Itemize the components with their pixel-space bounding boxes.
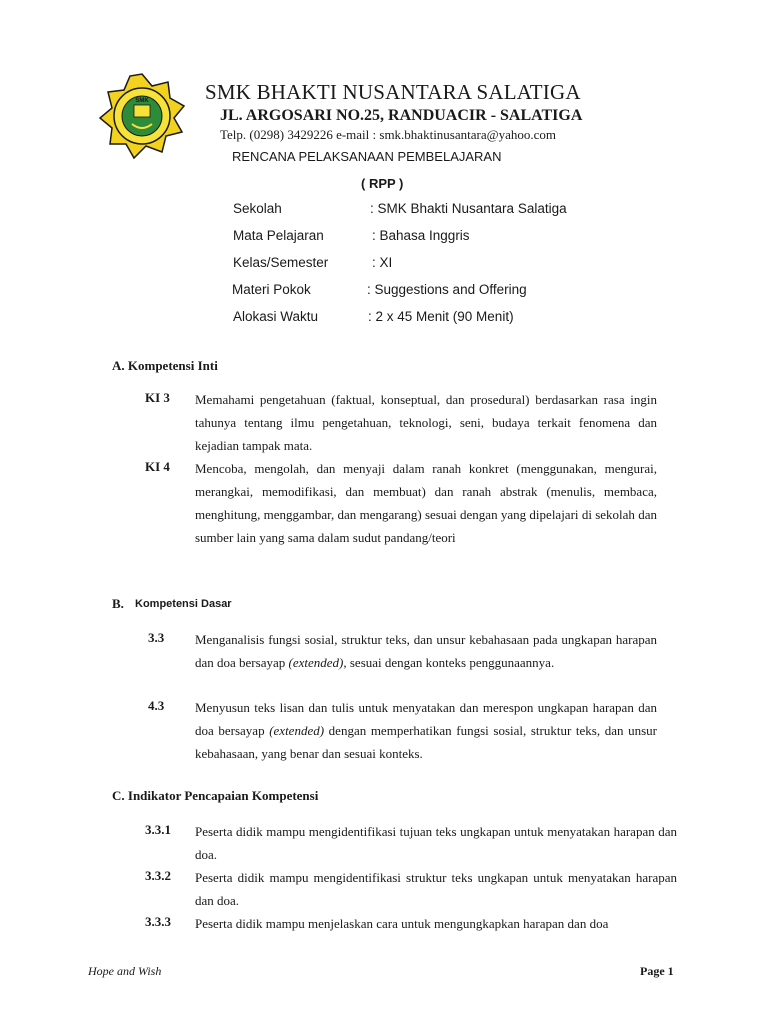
document-title: RENCANA PELAKSANAAN PEMBELAJARAN bbox=[232, 149, 502, 164]
ki4-text: Mencoba, mengolah, dan menyaji dalam ranah konkret (menggunakan, mengurai, merangkai, memodifikasi, dan membuat) dan ranah abstrak (menulis, membaca, menghitung, menggambar, dan mengarang) sesuai dengan yang dipelajari di sekolah dan sumber lain yang sama dalam sudut pandang/teori bbox=[195, 461, 657, 545]
school-contact: Telp. (0298) 3429226 e-mail : smk.bhaktinusantara@yahoo.com bbox=[220, 127, 556, 142]
ipk331-code: 3.3.1 bbox=[145, 822, 171, 837]
kd33-text-italic: (extended) bbox=[288, 655, 344, 670]
section-b-letter: B. bbox=[112, 596, 124, 611]
ki3-code: KI 3 bbox=[145, 390, 170, 405]
logo-text: SMK bbox=[135, 98, 149, 104]
ipk332-code: 3.3.2 bbox=[145, 868, 171, 883]
kd33-code: 3.3 bbox=[148, 630, 165, 645]
kd43-code: 4.3 bbox=[148, 698, 165, 713]
school-name: SMK BHAKTI NUSANTARA SALATIGA bbox=[205, 80, 581, 104]
identity-label-school: Sekolah bbox=[233, 201, 282, 216]
kd33-text-after: , sesuai dengan konteks penggunaannya. bbox=[343, 655, 555, 670]
identity-label-topic: Materi Pokok bbox=[232, 282, 311, 297]
section-b-heading: Kompetensi Dasar bbox=[135, 598, 232, 610]
school-logo-icon bbox=[98, 72, 186, 160]
section-c-heading: C. Indikator Pencapaian Kompetensi bbox=[112, 788, 319, 803]
identity-label-class: Kelas/Semester bbox=[233, 255, 329, 270]
kd43-text bbox=[195, 696, 657, 765]
identity-value-subject: : Bahasa Inggris bbox=[372, 228, 470, 243]
identity-value-school: : SMK Bhakti Nusantara Salatiga bbox=[370, 201, 567, 216]
school-logo bbox=[98, 72, 186, 160]
kd33-text bbox=[195, 628, 657, 674]
kd43-text-after: dengan memperhatikan fungsi sosial, struktur teks, dan unsur kebahasaan, yang benar dan sesuai konteks. bbox=[195, 723, 657, 761]
kd43-text-italic: (extended) bbox=[269, 723, 325, 738]
school-address: JL. ARGOSARI NO.25, RANDUACIR - SALATIGA bbox=[220, 107, 583, 124]
identity-value-class: : XI bbox=[372, 255, 393, 270]
kd43-text-before: Menyusun teks lisan dan tulis untuk menyatakan dan merespon ungkapan harapan dan doa bersayap bbox=[195, 700, 657, 738]
identity-value-topic: : Suggestions and Offering bbox=[367, 282, 527, 297]
kd33-text-before: Menganalisis fungsi sosial, struktur teks, dan unsur kebahasaan pada ungkapan harapan dan doa bersayap bbox=[195, 632, 657, 670]
identity-label-subject: Mata Pelajaran bbox=[233, 228, 324, 243]
ipk333-text: Peserta didik mampu menjelaskan cara untuk mengungkapkan harapan dan doa bbox=[195, 916, 609, 931]
identity-value-time: : 2 x 45 Menit (90 Menit) bbox=[368, 309, 514, 324]
ipk332-text: Peserta didik mampu mengidentifikasi struktur teks ungkapan untuk menyatakan harapan dan doa. bbox=[195, 870, 677, 908]
identity-label-time: Alokasi Waktu bbox=[233, 309, 319, 324]
footer-title: Hope and Wish bbox=[88, 964, 162, 978]
document-subtitle: ( RPP ) bbox=[361, 176, 404, 191]
section-a-heading: A. Kompetensi Inti bbox=[112, 358, 218, 373]
ipk331-text: Peserta didik mampu mengidentifikasi tujuan teks ungkapan untuk menyatakan harapan dan doa. bbox=[195, 824, 677, 862]
ki4-code: KI 4 bbox=[145, 459, 170, 474]
footer-page-number: Page 1 bbox=[640, 964, 674, 978]
ipk333-code: 3.3.3 bbox=[145, 914, 171, 929]
ki3-text: Memahami pengetahuan (faktual, konseptual, dan prosedural) berdasarkan rasa ingin tahunya tentang ilmu pengetahuan, teknologi, seni, budaya terkait fenomena dan kejadian tampak mata. bbox=[195, 392, 657, 453]
